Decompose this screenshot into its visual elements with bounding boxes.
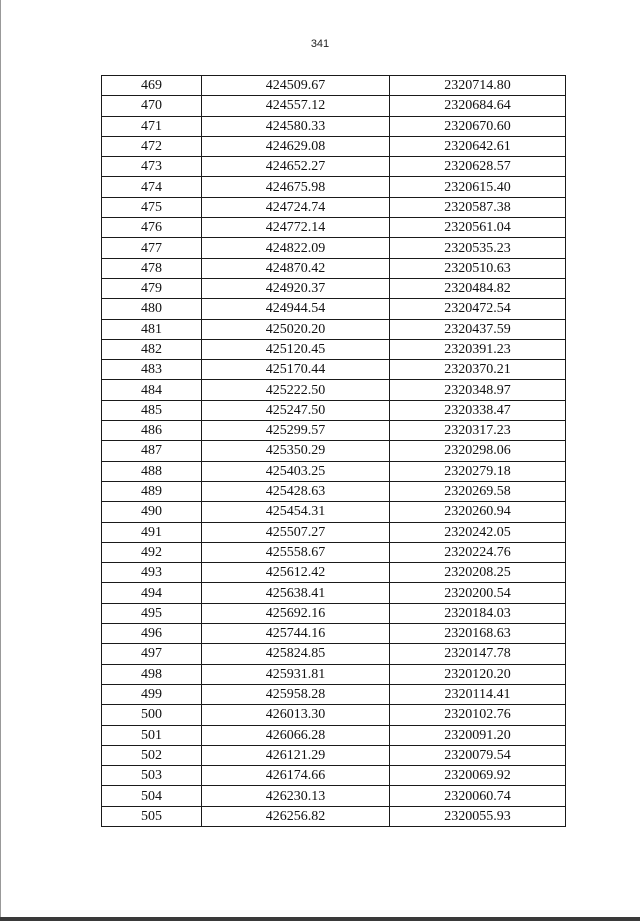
page-number: 341	[310, 38, 330, 50]
point-number-cell: 475	[102, 197, 202, 217]
table-row	[102, 238, 566, 258]
table-row	[102, 299, 566, 319]
point-number-cell: 485	[102, 400, 202, 420]
x-coordinate-cell: 424557.12	[202, 96, 390, 116]
y-coordinate-cell: 2320147.78	[390, 644, 566, 664]
point-number-cell: 490	[102, 502, 202, 522]
table-row	[102, 421, 566, 441]
table-row	[102, 157, 566, 177]
x-coordinate-cell: 426013.30	[202, 705, 390, 725]
y-coordinate-cell: 2320200.54	[390, 583, 566, 603]
y-coordinate-cell: 2320370.21	[390, 360, 566, 380]
table-row	[102, 583, 566, 603]
x-coordinate-cell: 425507.27	[202, 522, 390, 542]
x-coordinate-cell: 425692.16	[202, 603, 390, 623]
y-coordinate-cell: 2320279.18	[390, 461, 566, 481]
x-coordinate-cell: 425247.50	[202, 400, 390, 420]
y-coordinate-cell: 2320587.38	[390, 197, 566, 217]
point-number-cell: 492	[102, 542, 202, 562]
scan-bottom-edge	[0, 917, 640, 921]
table-row	[102, 116, 566, 136]
y-coordinate-cell: 2320348.97	[390, 380, 566, 400]
point-number-cell: 474	[102, 177, 202, 197]
table-row	[102, 481, 566, 501]
point-number-cell: 478	[102, 258, 202, 278]
x-coordinate-cell: 424772.14	[202, 218, 390, 238]
x-coordinate-cell: 425638.41	[202, 583, 390, 603]
table-row	[102, 400, 566, 420]
table-row	[102, 684, 566, 704]
table-row	[102, 197, 566, 217]
table-row	[102, 624, 566, 644]
x-coordinate-cell: 426121.29	[202, 745, 390, 765]
x-coordinate-cell: 425299.57	[202, 421, 390, 441]
x-coordinate-cell: 425020.20	[202, 319, 390, 339]
table-row	[102, 705, 566, 725]
point-number-cell: 469	[102, 76, 202, 96]
y-coordinate-cell: 2320510.63	[390, 258, 566, 278]
x-coordinate-cell: 424870.42	[202, 258, 390, 278]
y-coordinate-cell: 2320102.76	[390, 705, 566, 725]
table-row	[102, 786, 566, 806]
x-coordinate-cell: 426174.66	[202, 766, 390, 786]
table-row	[102, 278, 566, 298]
point-number-cell: 495	[102, 603, 202, 623]
y-coordinate-cell: 2320437.59	[390, 319, 566, 339]
y-coordinate-cell: 2320391.23	[390, 339, 566, 359]
x-coordinate-cell: 424724.74	[202, 197, 390, 217]
table-row	[102, 461, 566, 481]
point-number-cell: 491	[102, 522, 202, 542]
point-number-cell: 500	[102, 705, 202, 725]
y-coordinate-cell: 2320114.41	[390, 684, 566, 704]
point-number-cell: 494	[102, 583, 202, 603]
point-number-cell: 487	[102, 441, 202, 461]
x-coordinate-cell: 425403.25	[202, 461, 390, 481]
point-number-cell: 481	[102, 319, 202, 339]
coordinates-table	[101, 75, 566, 827]
table-row	[102, 542, 566, 562]
y-coordinate-cell: 2320714.80	[390, 76, 566, 96]
point-number-cell: 484	[102, 380, 202, 400]
x-coordinate-cell: 424675.98	[202, 177, 390, 197]
table-row	[102, 177, 566, 197]
point-number-cell: 505	[102, 806, 202, 826]
y-coordinate-cell: 2320079.54	[390, 745, 566, 765]
x-coordinate-cell: 425558.67	[202, 542, 390, 562]
table-row	[102, 806, 566, 826]
point-number-cell: 496	[102, 624, 202, 644]
point-number-cell: 488	[102, 461, 202, 481]
y-coordinate-cell: 2320535.23	[390, 238, 566, 258]
x-coordinate-cell: 425428.63	[202, 481, 390, 501]
point-number-cell: 501	[102, 725, 202, 745]
point-number-cell: 493	[102, 563, 202, 583]
table-row	[102, 522, 566, 542]
y-coordinate-cell: 2320069.92	[390, 766, 566, 786]
coordinates-table-body	[102, 76, 566, 827]
point-number-cell: 471	[102, 116, 202, 136]
table-row	[102, 360, 566, 380]
scan-left-edge	[0, 0, 1, 921]
x-coordinate-cell: 426066.28	[202, 725, 390, 745]
x-coordinate-cell: 425931.81	[202, 664, 390, 684]
x-coordinate-cell: 425120.45	[202, 339, 390, 359]
point-number-cell: 470	[102, 96, 202, 116]
y-coordinate-cell: 2320269.58	[390, 481, 566, 501]
table-row	[102, 603, 566, 623]
y-coordinate-cell: 2320628.57	[390, 157, 566, 177]
table-row	[102, 136, 566, 156]
x-coordinate-cell: 425744.16	[202, 624, 390, 644]
y-coordinate-cell: 2320615.40	[390, 177, 566, 197]
x-coordinate-cell: 424652.27	[202, 157, 390, 177]
y-coordinate-cell: 2320184.03	[390, 603, 566, 623]
x-coordinate-cell: 425222.50	[202, 380, 390, 400]
y-coordinate-cell: 2320670.60	[390, 116, 566, 136]
x-coordinate-cell: 425612.42	[202, 563, 390, 583]
table-row	[102, 644, 566, 664]
x-coordinate-cell: 425170.44	[202, 360, 390, 380]
table-row	[102, 502, 566, 522]
point-number-cell: 504	[102, 786, 202, 806]
x-coordinate-cell: 424822.09	[202, 238, 390, 258]
table-row	[102, 96, 566, 116]
y-coordinate-cell: 2320242.05	[390, 522, 566, 542]
y-coordinate-cell: 2320642.61	[390, 136, 566, 156]
y-coordinate-cell: 2320224.76	[390, 542, 566, 562]
x-coordinate-cell: 425824.85	[202, 644, 390, 664]
x-coordinate-cell: 424629.08	[202, 136, 390, 156]
point-number-cell: 476	[102, 218, 202, 238]
table-row	[102, 745, 566, 765]
y-coordinate-cell: 2320472.54	[390, 299, 566, 319]
x-coordinate-cell: 426256.82	[202, 806, 390, 826]
point-number-cell: 503	[102, 766, 202, 786]
point-number-cell: 477	[102, 238, 202, 258]
table-row	[102, 664, 566, 684]
y-coordinate-cell: 2320561.04	[390, 218, 566, 238]
point-number-cell: 483	[102, 360, 202, 380]
point-number-cell: 498	[102, 664, 202, 684]
table-row	[102, 218, 566, 238]
y-coordinate-cell: 2320317.23	[390, 421, 566, 441]
y-coordinate-cell: 2320060.74	[390, 786, 566, 806]
point-number-cell: 473	[102, 157, 202, 177]
table-row	[102, 258, 566, 278]
y-coordinate-cell: 2320260.94	[390, 502, 566, 522]
y-coordinate-cell: 2320091.20	[390, 725, 566, 745]
table-row	[102, 563, 566, 583]
point-number-cell: 482	[102, 339, 202, 359]
y-coordinate-cell: 2320120.20	[390, 664, 566, 684]
x-coordinate-cell: 425350.29	[202, 441, 390, 461]
table-row	[102, 441, 566, 461]
point-number-cell: 480	[102, 299, 202, 319]
x-coordinate-cell: 425958.28	[202, 684, 390, 704]
table-row	[102, 319, 566, 339]
point-number-cell: 479	[102, 278, 202, 298]
table-row	[102, 380, 566, 400]
point-number-cell: 502	[102, 745, 202, 765]
table-row	[102, 339, 566, 359]
point-number-cell: 497	[102, 644, 202, 664]
y-coordinate-cell: 2320168.63	[390, 624, 566, 644]
table-row	[102, 725, 566, 745]
point-number-cell: 472	[102, 136, 202, 156]
x-coordinate-cell: 424580.33	[202, 116, 390, 136]
x-coordinate-cell: 426230.13	[202, 786, 390, 806]
x-coordinate-cell: 424944.54	[202, 299, 390, 319]
point-number-cell: 486	[102, 421, 202, 441]
point-number-cell: 489	[102, 481, 202, 501]
y-coordinate-cell: 2320684.64	[390, 96, 566, 116]
x-coordinate-cell: 424509.67	[202, 76, 390, 96]
y-coordinate-cell: 2320298.06	[390, 441, 566, 461]
x-coordinate-cell: 425454.31	[202, 502, 390, 522]
table-row	[102, 76, 566, 96]
y-coordinate-cell: 2320484.82	[390, 278, 566, 298]
point-number-cell: 499	[102, 684, 202, 704]
x-coordinate-cell: 424920.37	[202, 278, 390, 298]
table-row	[102, 766, 566, 786]
y-coordinate-cell: 2320055.93	[390, 806, 566, 826]
y-coordinate-cell: 2320338.47	[390, 400, 566, 420]
y-coordinate-cell: 2320208.25	[390, 563, 566, 583]
